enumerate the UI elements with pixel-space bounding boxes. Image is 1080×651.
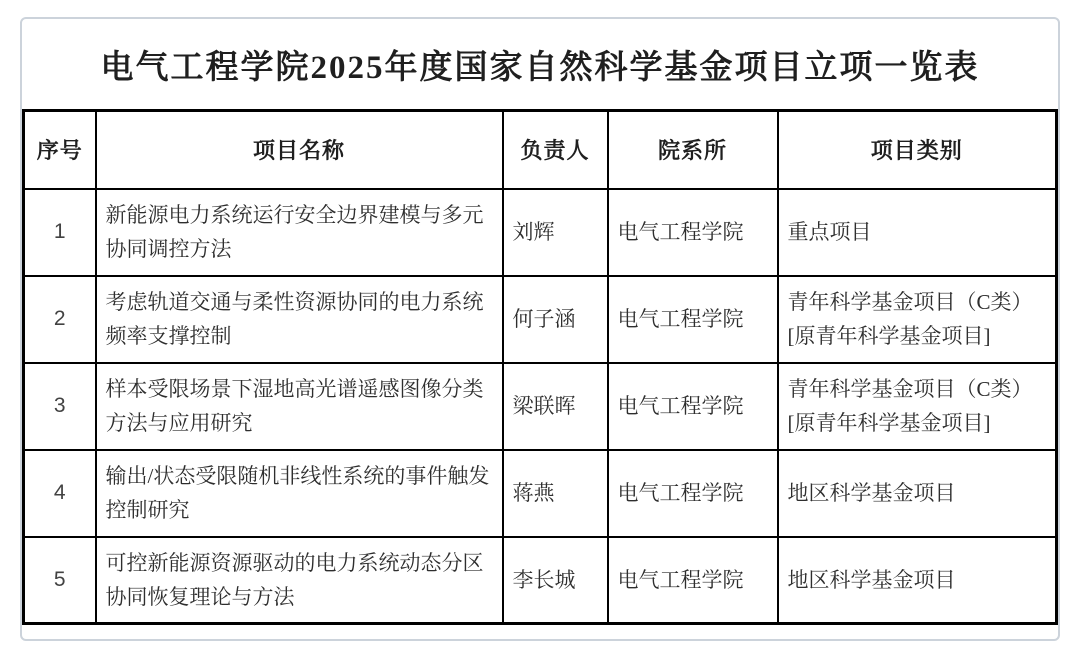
- project-category: [778, 537, 1057, 624]
- project-name: 考虑轨道交通与柔性资源协同的电力系统频率支撑控制: [96, 276, 503, 363]
- category-line-1: 地区科学基金项目: [787, 567, 956, 592]
- row-serial-number: 2: [24, 276, 96, 363]
- category-line-2: [原青年科学基金项目]: [787, 411, 991, 435]
- table-row: [24, 276, 1057, 363]
- category-line-1: 地区科学基金项目: [787, 481, 956, 505]
- category-line-1: 青年科学基金项目（C类）: [787, 377, 1033, 401]
- project-category: [778, 363, 1057, 450]
- row-serial-number: 5: [24, 537, 96, 624]
- table-row: [24, 450, 1057, 537]
- project-department: 电气工程学院: [608, 276, 778, 363]
- project-name: 样本受限场景下湿地高光谱遥感图像分类方法与应用研究: [96, 363, 503, 450]
- document-frame: [20, 17, 1060, 641]
- project-name: 新能源电力系统运行安全边界建模与多元协同调控方法: [96, 189, 503, 276]
- header-project-category: 项目类别: [778, 111, 1057, 189]
- table-row: [24, 363, 1057, 450]
- header-project-name: 项目名称: [96, 111, 503, 189]
- page-title: 电气工程学院2025年度国家自然科学基金项目立项一览表: [100, 49, 980, 86]
- project-department: 电气工程学院: [608, 537, 778, 624]
- project-department: 电气工程学院: [608, 363, 778, 450]
- row-serial-number: 4: [24, 450, 96, 537]
- project-name: 可控新能源资源驱动的电力系统动态分区协同恢复理论与方法: [96, 537, 503, 624]
- row-serial-number: 1: [24, 189, 96, 276]
- project-leader: 梁联晖: [503, 363, 608, 450]
- table-header: [24, 111, 1057, 189]
- table-row: [24, 537, 1057, 624]
- project-category: [778, 276, 1057, 363]
- category-line-2: [原青年科学基金项目]: [787, 324, 991, 348]
- header-department: 院系所: [608, 111, 778, 189]
- header-row: [24, 111, 1057, 189]
- project-leader: 何子涵: [503, 276, 608, 363]
- table-row: [24, 189, 1057, 276]
- project-leader: 李长城: [503, 537, 608, 624]
- row-serial-number: 3: [24, 363, 96, 450]
- grant-table: [22, 109, 1058, 625]
- project-name: 输出/状态受限随机非线性系统的事件触发控制研究: [96, 450, 503, 537]
- category-line-1: 重点项目: [787, 220, 872, 244]
- header-leader: 负责人: [503, 111, 608, 189]
- project-department: 电气工程学院: [608, 189, 778, 276]
- header-serial-number: 序号: [24, 111, 96, 189]
- project-leader: 蒋燕: [503, 450, 608, 537]
- project-category: [778, 450, 1057, 537]
- category-line-1: 青年科学基金项目（C类）: [787, 290, 1033, 314]
- project-leader: 刘辉: [503, 189, 608, 276]
- table-body: [24, 189, 1057, 624]
- project-department: 电气工程学院: [608, 450, 778, 537]
- project-category: [778, 189, 1057, 276]
